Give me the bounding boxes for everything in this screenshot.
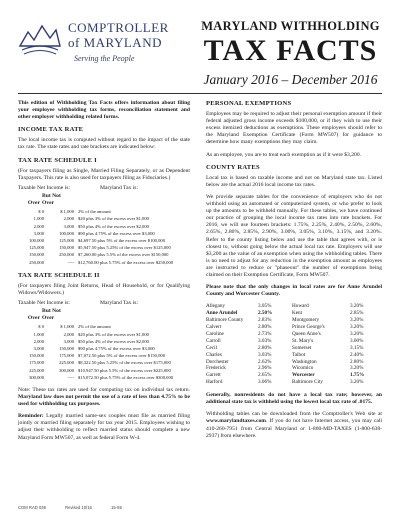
county-rate: 3.03%	[258, 351, 272, 358]
bracket-tax: $12,760.00 plus 5.75% of the excess over $250,000	[78, 259, 174, 265]
county-rate: 2.83%	[258, 317, 272, 324]
schedule-2-table	[18, 323, 173, 381]
county-name: Wicomico	[292, 365, 314, 372]
county-name: Baltimore County	[206, 317, 244, 324]
taxable-net-income-label: Taxable Net Income is:	[18, 300, 70, 307]
rate-row	[18, 244, 173, 251]
bracket-over: 2,000	[33, 338, 44, 344]
bracket-but-not-over: 3,000	[63, 338, 74, 344]
bracket-over: $ 0	[38, 209, 44, 215]
bracket-but-not-over: 2,000	[63, 216, 74, 222]
reminder	[18, 413, 190, 441]
county-row	[206, 359, 382, 366]
rate-row	[18, 345, 173, 352]
county-row	[206, 345, 382, 352]
bracket-tax: $20 plus 3% of the excess over $1,000	[78, 216, 149, 222]
header-divider	[18, 93, 382, 94]
bracket-over: 3,000	[33, 230, 44, 236]
bracket-tax: $50 plus 4% of the excess over $2,000	[78, 338, 149, 344]
schedule-2-subheader	[18, 308, 190, 322]
website-link[interactable]: www.marylandtaxes.com	[206, 418, 266, 425]
logo-line-2: of MARYLAND	[68, 35, 162, 50]
exemptions-paragraph-1: Employees may be required to adjust their personal exemption amount if their federal adjusted gross income exceeds $100,000, or if they wish to use their excess itemized deductions as exemptions. These employees should refer to the Maryland Exemption Certificate (Form MW507) for guidance to determine how many exemptions they may claim.	[206, 111, 382, 146]
bracket-over: 2,000	[33, 223, 44, 229]
rate-row	[18, 215, 173, 222]
bracket-but-not-over: $ 1,000	[60, 209, 74, 215]
bracket-tax: $7,260.00 plus 5.5% of the excess over $150,000	[78, 252, 169, 258]
footer-code: 15-59	[111, 505, 122, 510]
income-tax-text: The local income tax is computed without regard to the impact of the state tax rate. The state rates and rate brackets are indicated below:	[18, 137, 190, 151]
closing-text-a: Withholding tables can be downloaded from the Comptroller's Web site at	[206, 411, 382, 418]
county-name: Kent	[292, 310, 303, 317]
reminder-text: Legally married same-sex couples must file as married filing jointly or married filing separately for tax year 2015. Employees wishing to adjust their withholding to reflect married status should complete a new Maryland Form MW507, as well as federal Form W-4.	[18, 413, 190, 441]
personal-exemptions-heading: PERSONAL EXEMPTIONS	[206, 100, 292, 107]
county-rate: 3.20%	[350, 330, 364, 337]
county-name: Caroline	[206, 330, 224, 337]
date-range: January 2016 – December 2016	[203, 72, 378, 87]
county-name: Cecil	[206, 344, 217, 351]
rate-note-text: Note: These tax rates are used for computing tax on individual tax return.	[18, 386, 190, 393]
county-rate: 2.65%	[258, 372, 272, 379]
county-row	[206, 379, 382, 386]
bracket-tax: $15,072.50 plus 5.75% of the excess over $300,000	[78, 374, 174, 380]
county-rate: 2.80%	[258, 323, 272, 330]
over-label: Over	[27, 315, 40, 322]
county-rate: 3.20%	[350, 317, 364, 324]
bracket-tax: $4,697.50 plus 5% of the excess over $100,000	[78, 237, 166, 243]
bracket-over: 3,000	[33, 345, 44, 351]
county-rate: 2.96%	[258, 365, 272, 372]
bracket-tax: 2% of the amount	[78, 209, 111, 215]
county-row	[206, 338, 382, 345]
taxable-net-income-label: Taxable Net Income is:	[18, 184, 70, 191]
page-title: TAX FACTS	[203, 34, 378, 67]
county-rate: 2.73%	[258, 330, 272, 337]
bracket-over: 100,000	[29, 237, 44, 243]
county-rate: 2.80%	[350, 358, 364, 365]
county-name: St. Mary's	[292, 337, 314, 344]
county-name: Queen Anne's	[292, 330, 321, 337]
maryland-tax-label: Maryland Tax is:	[100, 184, 139, 191]
rate-row	[18, 259, 173, 266]
bracket-tax: $90 plus 4.75% of the excess over $3,000	[78, 230, 155, 236]
bracket-over: 150,000	[29, 252, 44, 258]
county-row	[206, 372, 382, 379]
bracket-but-not-over: 3,000	[63, 223, 74, 229]
bracket-but-not-over: 225,000	[59, 360, 74, 366]
county-rate: 3.15%	[350, 344, 364, 351]
bracket-tax: 2% of the amount	[78, 324, 111, 330]
county-name: Prince George's	[292, 323, 325, 330]
closing-paragraph	[206, 411, 382, 439]
bracket-tax: $10,947.50 plus 5.5% of the excess over $225,000	[78, 367, 171, 373]
county-name: Frederick	[206, 365, 226, 372]
bracket-over: 1,000	[33, 216, 44, 222]
bracket-over: 175,000	[29, 360, 44, 366]
county-change-note: Please note that the only changes in local rates are for Anne Arundel County and Worcester County.	[206, 284, 382, 298]
bracket-but-not-over: 300,000	[59, 367, 74, 373]
bracket-but-not-over: ----	[67, 259, 74, 265]
rate-note	[18, 387, 190, 408]
county-name: Carroll	[206, 337, 221, 344]
county-name: Dorchester	[206, 358, 229, 365]
county-rates-table	[206, 303, 382, 386]
bracket-but-not-over: 250,000	[59, 252, 74, 258]
bracket-over: 225,000	[29, 367, 44, 373]
county-name: Talbot	[292, 351, 306, 358]
county-name: Baltimore City	[292, 379, 323, 386]
county-name: Garrett	[206, 372, 221, 379]
left-column	[18, 100, 190, 447]
bracket-over: 125,000	[29, 245, 44, 251]
rate-row	[18, 359, 173, 366]
bracket-but-not-over: 150,000	[59, 245, 74, 251]
rate-row	[18, 338, 173, 345]
schedule-1-table	[18, 208, 173, 266]
rate-row	[18, 352, 173, 359]
comptroller-logo	[18, 14, 168, 76]
bracket-tax: $50 plus 4% of the excess over $2,000	[78, 223, 149, 229]
schedule-1-column-labels	[18, 185, 190, 192]
county-row	[206, 303, 382, 310]
bracket-but-not-over: 175,000	[59, 353, 74, 359]
bracket-tax: $8,322.50 plus 5.25% of the excess over $175,000	[78, 360, 171, 366]
county-rate: 3.06%	[258, 379, 272, 386]
county-name: Howard	[292, 303, 309, 310]
bracket-tax: $7,072.50 plus 5% of the excess over $150,000	[78, 353, 166, 359]
rate-row	[18, 223, 173, 230]
county-rate: 2.80%	[258, 344, 272, 351]
bracket-tax: $20 plus 3% of the excess over $1,000	[78, 331, 149, 337]
header-subtitle: MARYLAND WITHHOLDING	[201, 19, 380, 33]
county-rate: 2.85%	[350, 310, 364, 317]
page-footer	[18, 505, 140, 510]
county-rate: 3.20%	[350, 323, 364, 330]
county-name: Calvert	[206, 323, 222, 330]
county-row	[206, 365, 382, 372]
county-rate: 3.20%	[350, 303, 364, 310]
bracket-over: 150,000	[29, 353, 44, 359]
rate-row	[18, 230, 173, 237]
rate-row	[18, 367, 173, 374]
bracket-tax: $90 plus 4.75% of the excess over $3,000	[78, 345, 155, 351]
revised-date: Revised 10/15	[65, 505, 92, 510]
rate-note-bold: Maryland law does not permit the use of a rate of less than 4.75% to be used for withholding tax purposes.	[18, 394, 190, 408]
reminder-label: Reminder:	[18, 413, 47, 420]
over-label: Over	[27, 200, 40, 207]
county-name: Harford	[206, 379, 223, 386]
county-rate: 3.20%	[350, 379, 364, 386]
schedule-2-column-labels	[18, 300, 190, 307]
county-row	[206, 352, 382, 359]
county-rate: 2.40%	[350, 351, 364, 358]
county-name: Somerset	[292, 344, 312, 351]
county-name: Allegany	[206, 303, 226, 310]
exemptions-paragraph-2: As an employee, you are to treat each exemption as if it were $3,200.	[206, 151, 362, 158]
closing-text-b: . If you do not have Internet access, you may call 410-260-7951 from Central Maryland or 1-800-MD-TAXES (1-800-638-2937) from elsewhere.	[206, 418, 382, 439]
but-not-over-label: But Not Over	[42, 192, 61, 207]
county-row	[206, 331, 382, 338]
rate-row	[18, 251, 173, 258]
county-row	[206, 317, 382, 324]
county-rate: 3.20%	[350, 365, 364, 372]
county-row	[206, 310, 382, 317]
rate-row	[18, 208, 173, 215]
county-name: Washington	[292, 358, 317, 365]
county-rate: 2.50%	[258, 310, 273, 317]
bracket-but-not-over: 125,000	[59, 237, 74, 243]
county-name: Worcester	[292, 372, 315, 379]
logo-tagline: Serving the People	[74, 54, 135, 63]
rate-row	[18, 237, 173, 244]
bracket-over: 250,000	[29, 259, 44, 265]
rate-row	[18, 323, 173, 330]
county-rate: 3.00%	[350, 337, 364, 344]
but-not-over-label: But Not Over	[42, 308, 61, 322]
rate-row	[18, 374, 173, 381]
right-column	[206, 100, 382, 445]
schedule-2-description: (For taxpayers filing Joint Returns, Head of Household, or for Qualifying Widows/Widowers.)	[18, 282, 190, 296]
county-rate: 3.05%	[258, 303, 272, 310]
schedule-1-description: (For taxpayers filing as Single, Married Filing Separately, or as Dependent Taxpayers. This rate is also used for taxpayers filing as Fiduciaries.)	[18, 167, 190, 181]
bracket-tax: $5,947.50 plus 5.25% of the excess over $125,000	[78, 245, 171, 251]
county-row	[206, 324, 382, 331]
county-rate: 1.75%	[350, 372, 365, 379]
nonresident-note: Generally, nonresidents do not have a local tax rate; however, an additional state tax is withheld using the lowest local tax rate of .0175.	[206, 392, 382, 406]
maryland-tax-label: Maryland Tax is:	[100, 300, 139, 307]
bracket-over: 300,000	[29, 374, 44, 380]
schedule-2-heading: TAX RATE SCHEDULE II	[18, 271, 100, 279]
county-rates-heading: COUNTY RATES	[206, 163, 260, 171]
rate-row	[18, 331, 173, 338]
bracket-but-not-over: 2,000	[63, 331, 74, 337]
county-name: Charles	[206, 351, 222, 358]
county-name: Montgomery	[292, 317, 320, 324]
county-rate: 2.62%	[258, 358, 272, 365]
bracket-but-not-over: $ 1,000	[60, 324, 74, 330]
logo-line-1: COMPTROLLER	[68, 20, 169, 35]
maryland-seal-icon	[18, 18, 62, 58]
bracket-over: 1,000	[33, 331, 44, 337]
bracket-but-not-over: 150,000	[59, 345, 74, 351]
income-tax-heading: INCOME TAX RATE	[18, 126, 84, 134]
form-number: COM RAD 036	[18, 505, 46, 510]
bracket-over: $ 0	[38, 324, 44, 330]
county-paragraph-1: Local tax is based on taxable income and not on Maryland state tax. Listed below are the actual 2016 local income tax rates.	[206, 174, 382, 188]
county-name: Anne Arundel	[206, 310, 238, 317]
schedule-1-heading: TAX RATE SCHEDULE I	[18, 156, 97, 164]
bracket-but-not-over: ----	[67, 374, 74, 380]
county-rate: 3.03%	[258, 337, 272, 344]
schedule-1-subheader	[18, 193, 190, 207]
county-paragraph-2: We provide separate tables for the convenience of employers who do not withhold using an automated or computerized system, or who prefer to look up the amounts to be withheld manually. For these tables, we have continued our practice of grouping the local income tax rates into rate brackets. For 2016, we will use fourteen brackets: 1.75%, 2.25%, 2.40%, 2.50%, 2.60%, 2.65%, 2.80%, 2.85%, 2.90%, 3.00%, 3.05%, 3.10%, 3.15%, and 3.20%. Refer to the county listing below and use the table that agrees with, or is closest to, without going below the actual local tax rate. Employers will use $3,200 as the value of an exemption when using the withholding tables. There is no need to adjust for any reduction in the exemption amount as employees are instructed to reduce or "phaseout" the number of exemptions being claimed on their Exemption Certificate, Form MW507.	[206, 193, 382, 278]
intro-text: This edition of Withholding Tax Facts offers information about filing your employee withholding tax forms, reconciliation statement and other employer withholding related forms.	[18, 100, 190, 121]
bracket-but-not-over: 100,000	[59, 230, 74, 236]
